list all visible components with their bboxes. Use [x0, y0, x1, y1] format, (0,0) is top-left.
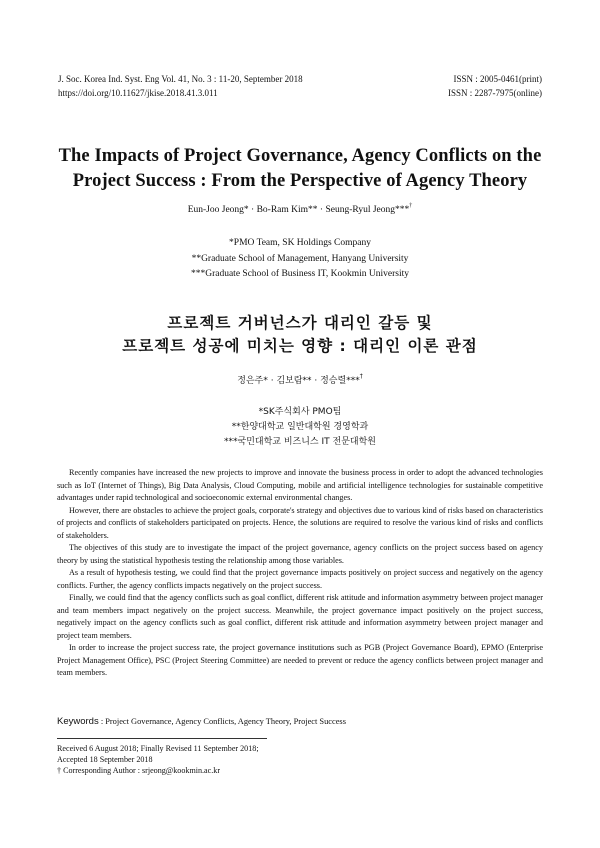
korean-author-list: 정은주* · 김보람** · 정승렬*** — [237, 376, 360, 386]
abstract — [57, 467, 543, 680]
abstract-paragraph: Finally, we could find that the agency conflicts such as goal conflict, different risk attitude and information asymmetry between project manager and team members impact negatively on the project success. Meanwhile, the project governance impact positively on the project success, negatively impact on the agency conflicts such as goal conflict, different risk attitude and information asymmetry between project manager and project team members. — [57, 593, 543, 640]
english-affiliation: *PMO Team, SK Holdings Company — [229, 238, 371, 248]
corresponding-mark-ko: † — [359, 373, 363, 380]
abstract-paragraph: As a result of hypothesis testing, we could find that the project governance impacts positively on project success and negatively on the agency conflicts. Further, the agency conflicts impacts negatively on the project success. — [57, 568, 543, 590]
korean-affiliation: *SK주식회사 PMO팀 — [258, 407, 342, 417]
korean-affiliation: **한양대학교 일반대학원 경영학과 — [231, 422, 369, 432]
english-title — [40, 144, 560, 194]
dagger-mark: † — [57, 766, 62, 776]
keywords-label: Keywords — [57, 716, 99, 727]
english-affiliation: ***Graduate School of Business IT, Kookmin University — [190, 269, 410, 279]
english-authors — [40, 205, 560, 215]
keywords-separator: : — [98, 717, 106, 726]
korean-affiliations — [40, 405, 560, 450]
korean-title-line-2: 프로젝트 성공에 미치는 영향 : 대리인 이론 관점 — [122, 337, 478, 355]
journal-header — [58, 72, 542, 100]
accepted-date: Accepted 18 September 2018 — [57, 755, 153, 765]
english-title-line-2: Project Success : From the Perspective of Agency Theory — [72, 171, 528, 191]
abstract-paragraph: However, there are obstacles to achieve the project goals, corporate's strategy and objectives due to various kind of risks based on characteristics of projects and conflicts of stakeholders participated on projects. Hence, the solutions are required to resolve the various kind of risks and conflicts of stakeholders. — [57, 505, 543, 540]
abstract-paragraph: The objectives of this study are to investigate the impact of the project governance, agency conflicts on the project success based on agency theory by using the statistical hypothesis testing the relationship among those variables. — [57, 543, 543, 565]
english-title-line-1: The Impacts of Project Governance, Agency Conflicts on the — [58, 146, 542, 166]
received-date: Received 6 August 2018; Finally Revised 11 September 2018; — [57, 744, 259, 753]
footnote — [57, 743, 543, 777]
corresponding-mark: † — [409, 203, 413, 209]
english-affiliations — [40, 236, 560, 283]
issn-online: ISSN : 2287-7975(online) — [448, 88, 542, 98]
korean-title-line-1: 프로젝트 거버넌스가 대리인 갈등 및 — [167, 314, 433, 332]
doi-link[interactable]: https://doi.org/10.11627/jkise.2018.41.3.011 — [58, 88, 218, 98]
issn-print: ISSN : 2005-0461(print) — [453, 74, 542, 84]
corresponding-email[interactable]: Corresponding Author : srjeong@kookmin.ac.kr — [61, 766, 221, 776]
keywords-text: Project Governance, Agency Conflicts, Agency Theory, Project Success — [105, 717, 346, 726]
keywords — [57, 716, 543, 727]
abstract-paragraph: Recently companies have increased the new projects to improve and innovate the business process in order to adopt the advanced technologies such as IoT (Internet of Things), Big Data Analysis, Cloud Computing, mobile and artificial intelligence technologies for sustainable competitive advantages under rapid technological and socioeconomic external environmental changes. — [57, 468, 543, 502]
korean-affiliation: ***국민대학교 비즈니스 IT 전문대학원 — [224, 437, 376, 447]
english-author-list: Eun-Joo Jeong* · Bo-Ram Kim** · Seung-Ryul Jeong*** — [187, 205, 410, 215]
journal-citation: J. Soc. Korea Ind. Syst. Eng Vol. 41, No. 3 : 11-20, September 2018 — [58, 74, 303, 84]
footnote-divider — [57, 738, 267, 739]
korean-title — [40, 312, 560, 358]
corresponding-author — [57, 765, 543, 776]
abstract-paragraph: In order to increase the project success rate, the project governance institutions such as PGB (Project Governance Board), EPMO (Enterprise Project Management Office), PSC (Project Steering Committee) are needed to prevent or reduce the agency conflicts between project manager and team members. — [57, 643, 543, 677]
korean-authors — [40, 373, 560, 386]
english-affiliation: **Graduate School of Management, Hanyang University — [191, 253, 409, 264]
